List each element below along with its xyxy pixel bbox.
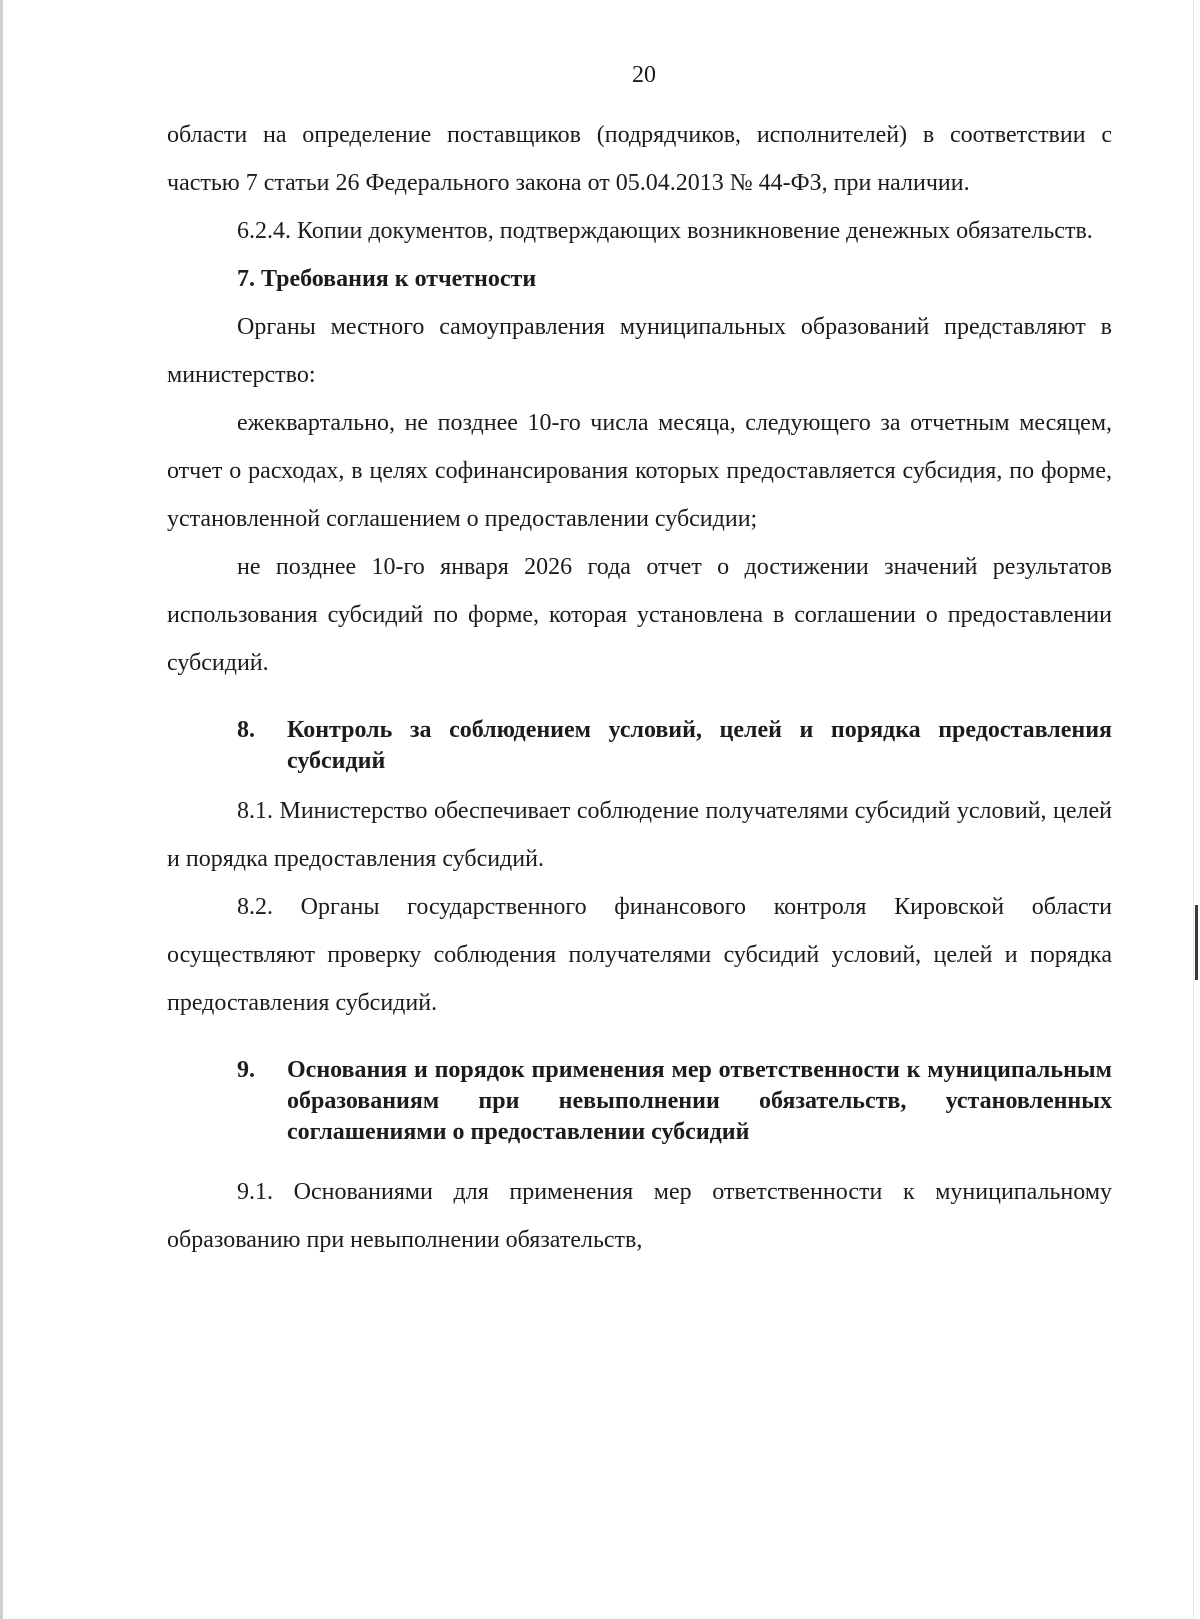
paragraph-quarterly-report: ежеквартально, не позднее 10-го числа месяца, следующего за отчетным месяцем, отчет о расходах, в целях софинансирования которых предоставляется субсидия, по форме, установленной соглашением о предоставлении субсидии;	[167, 410, 1112, 532]
paragraph-6-2-4: 6.2.4. Копии документов, подтверждающих возникновение денежных обязательств.	[237, 218, 1093, 244]
section-8-title: Контроль за соблюдением условий, целей и порядка предоставления субсидий	[287, 717, 1112, 774]
page-number: 20	[632, 62, 656, 88]
scan-edge-mark	[1195, 905, 1198, 980]
paragraph-8-2: 8.2. Органы государственного финансового контроля Кировской области осуществляют проверку соблюдения получателями субсидий условий, целей и порядка предоставления субсидий.	[167, 894, 1112, 1016]
paragraph-results-report: не позднее 10-го января 2026 года отчет о достижении значений результатов использования субсидий по форме, которая установлена в соглашении о предоставлении субсидий.	[167, 554, 1112, 676]
document-body	[167, 111, 1112, 1264]
scan-right-edge	[1193, 0, 1200, 1619]
section-9-number: 9.	[237, 1057, 255, 1083]
section-9-title: Основания и порядок применения мер ответственности к муниципальным образованиям при невыполнении обязательств, установленных соглашениями о предоставлении субсидий	[287, 1057, 1112, 1145]
section-8-number: 8.	[237, 717, 255, 743]
paragraph-continuation: области на определение поставщиков (подрядчиков, исполнителей) в соответствии с частью 7 статьи 26 Федерального закона от 05.04.2013 № 44-ФЗ, при наличии.	[167, 122, 1112, 196]
paragraph-reporting-intro: Органы местного самоуправления муниципальных образований представляют в министерство:	[167, 314, 1112, 388]
section-9-heading	[167, 1055, 1112, 1148]
section-7-heading: 7. Требования к отчетности	[237, 266, 537, 292]
paragraph-9-1: 9.1. Основаниями для применения мер ответственности к муниципальному образованию при невыполнении обязательств,	[167, 1179, 1112, 1253]
scan-left-edge	[0, 0, 3, 1619]
paragraph-8-1: 8.1. Министерство обеспечивает соблюдение получателями субсидий условий, целей и порядка предоставления субсидий.	[167, 798, 1112, 872]
section-8-heading	[167, 715, 1112, 777]
